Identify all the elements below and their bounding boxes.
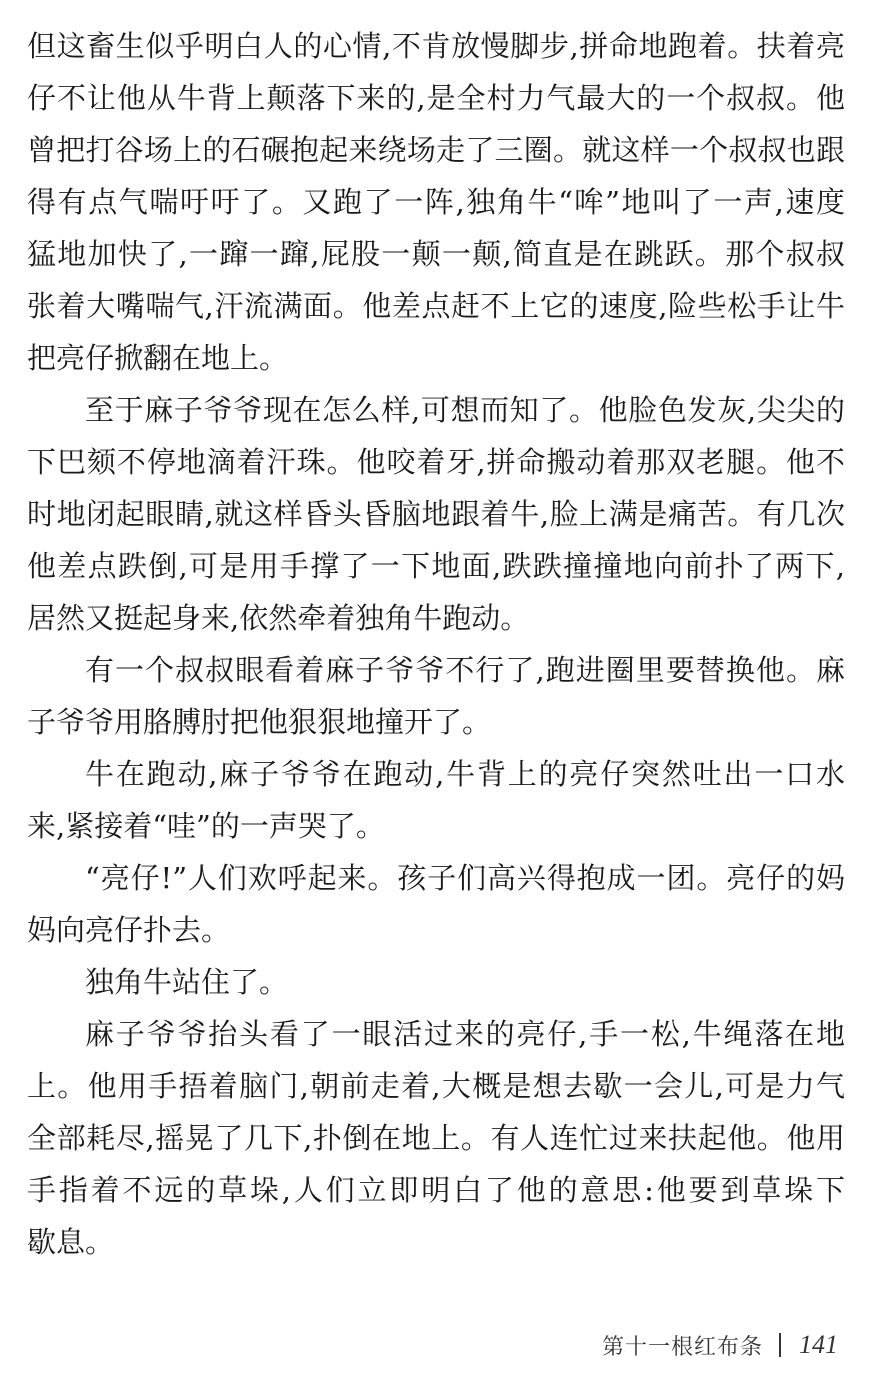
text-line: 猛地加快了,一蹿一蹿,屁股一颠一颠,简直是在跳跃。那个叔叔	[27, 237, 845, 271]
text-line: 妈向亮仔扑去。	[27, 913, 231, 947]
paragraph	[27, 852, 845, 956]
text-line: 把亮仔掀翻在地上。	[27, 341, 289, 375]
text-line: 手指着不远的草垛,人们立即明白了他的意思:他要到草垛下	[27, 1173, 845, 1207]
text-line: 时地闭起眼睛,就这样昏头昏脑地跟着牛,脸上满是痛苦。有几次	[27, 497, 845, 531]
text-line: 他差点跌倒,可是用手撑了一下地面,跌跌撞撞地向前扑了两下,	[27, 549, 845, 583]
paragraph	[27, 384, 845, 644]
paragraph	[27, 20, 845, 384]
text-line: 至于麻子爷爷现在怎么样,可想而知了。他脸色发灰,尖尖的	[85, 393, 845, 427]
paragraph	[27, 644, 845, 748]
text-line: 有一个叔叔眼看着麻子爷爷不行了,跑进圈里要替换他。麻	[85, 653, 845, 687]
text-line: 独角牛站住了。	[85, 965, 289, 999]
running-chapter-title: 第十一根红布条	[601, 1334, 763, 1360]
paragraph	[27, 1008, 845, 1268]
text-line: 下巴颏不停地滴着汗珠。他咬着牙,拼命搬动着那双老腿。他不	[27, 445, 845, 479]
page-footer	[602, 1325, 838, 1365]
text-line: 歇息。	[27, 1225, 115, 1259]
text-line: 麻子爷爷抬头看了一眼活过来的亮仔,手一松,牛绳落在地	[85, 1017, 845, 1051]
text-line: 曾把打谷场上的石碾抱起来绕场走了三圈。就这样一个叔叔也跟	[27, 133, 845, 167]
text-line: 张着大嘴喘气,汗流满面。他差点赶不上它的速度,险些松手让牛	[27, 289, 845, 323]
text-line: 子爷爷用胳膊肘把他狠狠地撞开了。	[27, 705, 492, 739]
text-line: 来,紧接着“哇”的一声哭了。	[27, 809, 385, 843]
text-line: “亮仔!”人们欢呼起来。孩子们高兴得抱成一团。亮仔的妈	[85, 861, 845, 895]
text-line: 上。他用手捂着脑门,朝前走着,大概是想去歇一会儿,可是力气	[27, 1069, 845, 1103]
paragraph	[27, 748, 845, 852]
page-number: 141	[799, 1330, 838, 1359]
paragraph	[27, 956, 845, 1008]
text-line: 但这畜生似乎明白人的心情,不肯放慢脚步,拼命地跑着。扶着亮	[27, 29, 845, 63]
text-line: 仔不让他从牛背上颠落下来的,是全村力气最大的一个叔叔。他	[27, 81, 845, 115]
text-line: 全部耗尽,摇晃了几下,扑倒在地上。有人连忙过来扶起他。他用	[27, 1121, 845, 1155]
text-line: 得有点气喘吁吁了。又跑了一阵,独角牛“哞”地叫了一声,速度	[27, 185, 845, 219]
text-line: 牛在跑动,麻子爷爷在跑动,牛背上的亮仔突然吐出一口水	[85, 757, 845, 791]
footer-divider	[779, 1333, 781, 1357]
text-line: 居然又挺起身来,依然牵着独角牛跑动。	[27, 601, 530, 635]
body-text	[27, 20, 845, 1268]
